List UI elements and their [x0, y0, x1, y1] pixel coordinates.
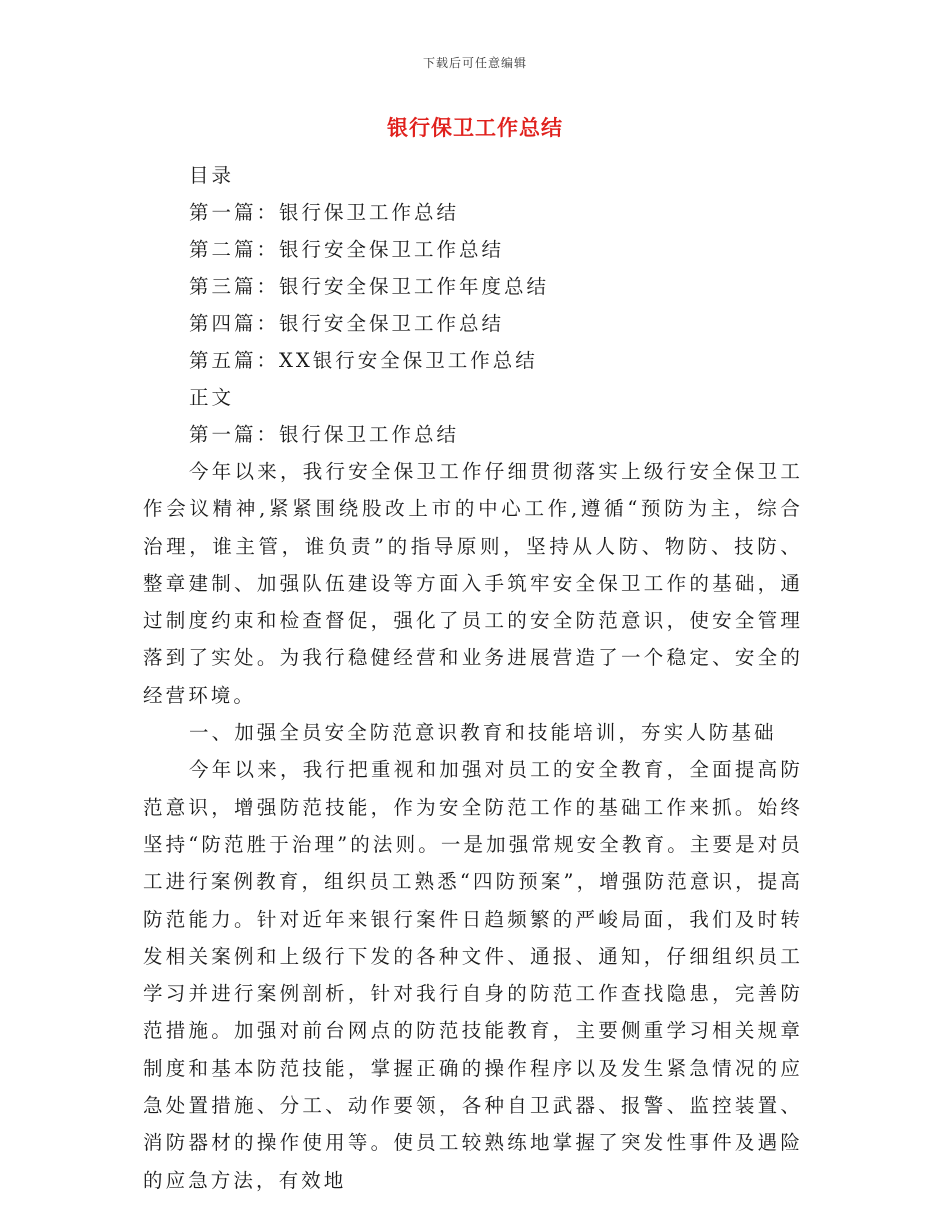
paragraph-section-1: 今年以来，我行把重视和加强对员工的安全教育，全面提高防范意识，增强防范技能，作为安全防范工作的基础工作来抓。始终坚持“防范胜于治理”的法则。一是加强常规安全教育。主要是对员工进行案例教育，组织员工熟悉“四防预案”，增强防范意识，提高防范能力。针对近年来银行案件日趋频繁的严峻局面，我们及时转发相关案例和上级行下发的各种文件、通报、通知，仔细组织员工学习并进行案例剖析，针对我行自身的防范工作查找隐患，完善防范措施。加强对前台网点的防范技能教育，主要侧重学习相关规章制度和基本防范技能，掌握正确的操作程序以及发生紧急情况的应急处置措施、分工、动作要领，各种自卫武器、报警、监控装置、消防器材的操作使用等。使员工较熟练地掌握了突发性事件及遇险的应急方法，有效地	[143, 758, 803, 1192]
body-text	[143, 453, 803, 1199]
toc-item-3: 第三篇：银行安全保卫工作年度总结	[189, 275, 550, 298]
table-of-contents	[189, 157, 549, 453]
toc-item-1: 第一篇：银行保卫工作总结	[189, 201, 460, 224]
paragraph-intro: 今年以来，我行安全保卫工作仔细贯彻落实上级行安全保卫工作会议精神,紧紧围绕股改上市的中心工作,遵循“预防为主，综合治理，谁主管，谁负责”的指导原则，坚持从人防、物防、技防、整章建制、加强队伍建设等方面入手筑牢安全保卫工作的基础，通过制度约束和检查督促，强化了员工的安全防范意识，使安全管理落到了实处。为我行稳健经营和业务进展营造了一个稳定、安全的经营环境。	[143, 460, 803, 707]
header-note: 下载后可任意编辑	[422, 56, 527, 70]
body-label: 正文	[189, 386, 235, 409]
toc-item-4: 第四篇：银行安全保卫工作总结	[189, 312, 505, 335]
toc-item-5: 第五篇：XX银行安全保卫工作总结	[189, 349, 538, 372]
first-section-heading: 第一篇：银行保卫工作总结	[189, 423, 460, 446]
toc-heading: 目录	[189, 164, 235, 187]
document-title: 银行保卫工作总结	[387, 115, 563, 140]
section-heading-1: 一、加强全员安全防范意识教育和技能培训，夯实人防基础	[189, 721, 777, 745]
toc-item-2: 第二篇：银行安全保卫工作总结	[189, 238, 505, 261]
